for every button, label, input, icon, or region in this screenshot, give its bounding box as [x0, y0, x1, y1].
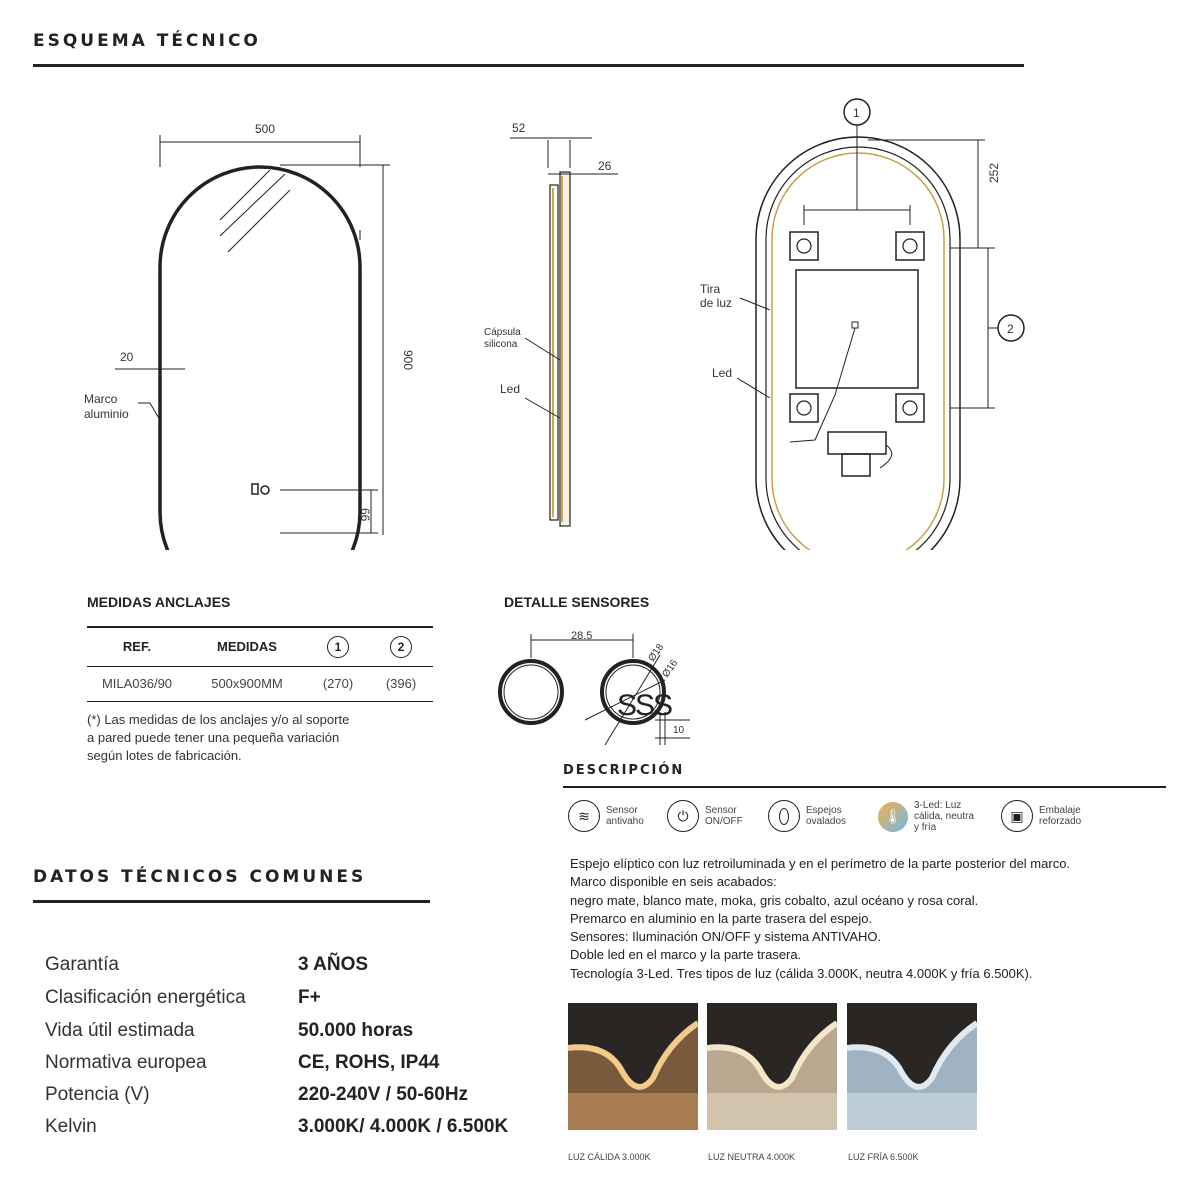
label-light-strip: Tira [700, 282, 721, 296]
technical-drawing [0, 80, 1040, 550]
power-icon: ⏻ [667, 800, 699, 832]
feature-label: cálida, neutra [914, 811, 975, 822]
dim-width: 500 [255, 122, 276, 136]
description-text [570, 855, 1170, 983]
spec-label: Normativa europea [45, 1052, 207, 1073]
dim-sensor-width: 28.5 [571, 630, 593, 642]
spec-value: 220-240V / 50-60Hz [298, 1084, 469, 1105]
section-title-schema: ESQUEMA TÉCNICO [33, 31, 261, 51]
label-side-led: Led [500, 382, 521, 396]
description-title: DESCRIPCIÓN [563, 763, 685, 778]
oval-mirror-icon [768, 800, 800, 832]
feature-packaging [1001, 800, 1081, 832]
dim-depth: 52 [512, 121, 526, 135]
spec-label: Garantía [45, 954, 119, 975]
note-line: (*) Las medidas de los anclajes y/o al soporte [87, 712, 350, 727]
spec-value: CE, ROHS, IP44 [298, 1052, 440, 1073]
sensor-detail-drawing [495, 620, 715, 750]
thermometer-icon: 🌡 [878, 802, 908, 832]
spec-value: F+ [298, 987, 321, 1008]
caption-neutral: LUZ NEUTRA 4.000K [708, 1152, 796, 1162]
feature-label: Sensor [705, 805, 737, 816]
description-line: Sensores: Iluminación ON/OFF y sistema ANTIVAHO. [570, 929, 882, 945]
photo-neutral-light [707, 1003, 837, 1130]
dim-outer: Ø18 [646, 641, 667, 664]
front-view [115, 135, 390, 550]
dim-height: 900 [401, 350, 415, 371]
spec-label: Clasificación energética [45, 987, 246, 1008]
section-title-common: DATOS TÉCNICOS COMUNES [33, 867, 367, 887]
divider [563, 786, 1166, 788]
note-line: a pared puede tener una pequeña variación [87, 730, 340, 745]
package-icon: ▣ [1001, 800, 1033, 832]
column-header: 1 [327, 636, 349, 658]
sensors-title: DETALLE SENSORES [504, 594, 650, 610]
spec-row [45, 1052, 440, 1074]
label-light-strip: de luz [700, 296, 733, 310]
divider [33, 64, 1024, 67]
description-line: Doble led en el marco y la parte trasera. [570, 947, 802, 963]
dim-inner: Ø16 [660, 657, 681, 680]
column-header: 2 [390, 636, 412, 658]
caption-cold: LUZ FRÍA 6.500K [848, 1152, 919, 1162]
feature-antifog [568, 800, 644, 832]
label-capsule: silicona [484, 339, 518, 350]
anchors-note [87, 711, 349, 765]
dim-252: 252 [987, 162, 1001, 183]
spec-label: Potencia (V) [45, 1084, 150, 1105]
feature-onoff [667, 800, 743, 832]
dim-inner-depth: 26 [598, 159, 612, 173]
description-line: negro mate, blanco mate, moka, gris cobalto, azul océano y rosa coral. [570, 892, 979, 908]
label-frame: aluminio [84, 407, 129, 421]
feature-label: ovalados [806, 816, 847, 827]
anchors-table [87, 626, 433, 702]
anchors-title: MEDIDAS ANCLAJES [87, 594, 231, 610]
sensor-ring-icon [504, 665, 558, 719]
divider [33, 900, 430, 903]
back-view [737, 124, 998, 550]
column-header: REF. [122, 639, 152, 654]
marker-2-label: 2 [1007, 322, 1014, 336]
table-header [87, 628, 433, 666]
spec-row [45, 1020, 413, 1042]
feature-3led [878, 800, 974, 833]
photo-warm-light [568, 1003, 698, 1130]
spec-row [45, 954, 368, 976]
table-cell: (396) [385, 676, 417, 691]
label-capsule: Cápsula [484, 327, 521, 338]
steam-icon: ≋ [568, 800, 600, 832]
spec-row [45, 1116, 508, 1138]
caption-warm: LUZ CÁLIDA 3.000K [568, 1152, 651, 1162]
side-view [510, 138, 618, 526]
table-cell: (270) [322, 676, 354, 691]
table-row [87, 667, 433, 701]
dim-frame-depth: 20 [120, 350, 134, 364]
sensor-ring-icon [500, 661, 562, 723]
table-cell: MILA036/90 [101, 676, 173, 691]
column-header: MEDIDAS [217, 639, 277, 654]
marker-1-label: 1 [853, 106, 860, 120]
label-frame: Marco [84, 392, 118, 406]
spec-value: 3.000K/ 4.000K / 6.500K [298, 1116, 509, 1137]
feature-label: y fría [914, 822, 937, 833]
photo-cold-light [847, 1003, 977, 1130]
spec-value: 3 AÑOS [298, 954, 369, 975]
spec-label: Kelvin [45, 1116, 97, 1137]
feature-oval [768, 800, 846, 832]
dim-gap: 10 [673, 725, 685, 736]
feature-label: ON/OFF [705, 816, 743, 827]
description-line: Tecnología 3-Led. Tres tipos de luz (cálida 3.000K, neutra 4.000K y fría 6.500K). [570, 965, 1033, 981]
spec-label: Vida útil estimada [45, 1020, 195, 1041]
description-line: Espejo elíptico con luz retroiluminada y en el perímetro de la parte posterior del marco. [570, 856, 1071, 871]
label-back-led: Led [712, 366, 733, 380]
feature-label: 3-Led: Luz [914, 800, 962, 811]
antifog-symbol-icon: SSS [617, 689, 672, 722]
dim-sensor-offset: 66 [358, 508, 372, 522]
description-line: Premarco en aluminio en la parte trasera del espejo. [570, 910, 873, 926]
table-cell: 500x900MM [211, 676, 283, 691]
description-line: Marco disponible en seis acabados: [570, 874, 777, 890]
feature-label: reforzado [1039, 816, 1082, 827]
feature-label: Embalaje [1039, 805, 1081, 816]
feature-label: Espejos [806, 805, 842, 816]
feature-label: Sensor [606, 805, 638, 816]
feature-label: antivaho [606, 816, 644, 827]
spec-value: 50.000 horas [298, 1020, 414, 1041]
spec-row [45, 1084, 468, 1106]
spec-row [45, 987, 321, 1009]
note-line: según lotes de fabricación. [87, 748, 242, 763]
